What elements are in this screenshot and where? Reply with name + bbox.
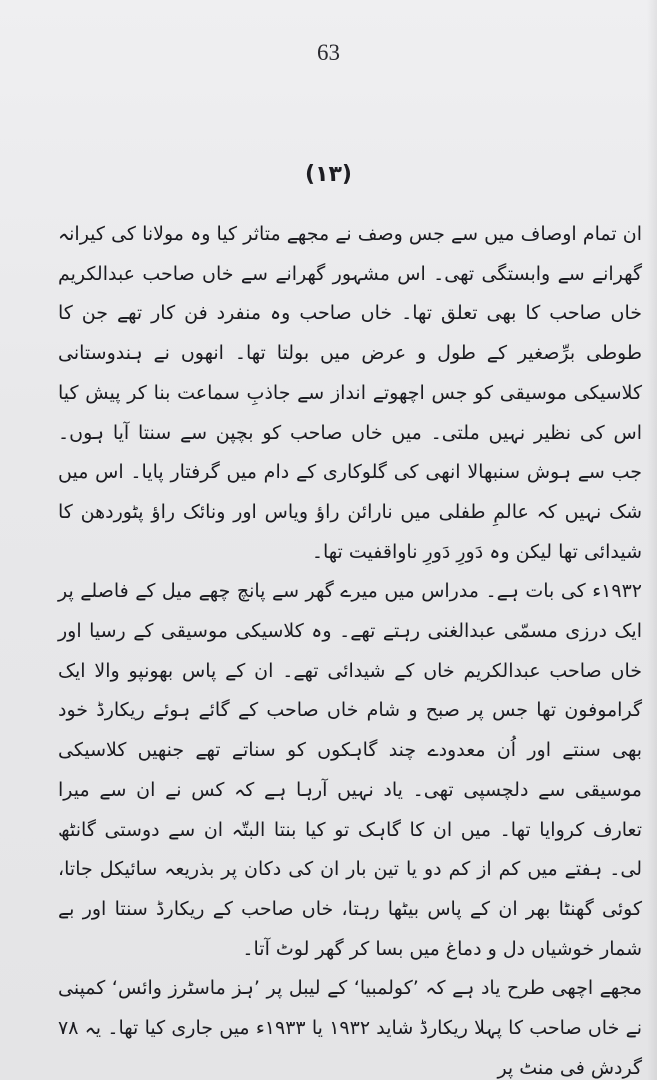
body-text <box>58 215 642 1080</box>
paragraph: مجھے اچھی طرح یاد ہے کہ ’کولمبیا‘ کے لیبل پر ’ہز ماسٹرز وائس‘ کمپنی نے خاں صاحب کا پہلا ریکارڈ شاید ۱۹۳۲ یا ۱۹۳۳ء میں جاری کیا تھا۔ یہ ۷۸ گردش فی منٹ پر <box>58 977 643 1079</box>
page-number: 63 <box>317 40 340 65</box>
paragraph: ۱۹۳۲ء کی بات ہے۔ مدراس میں میرے گھر سے پانچ چھے میل کے فاصلے پر ایک درزی مسمّی عبدالغنی رہتے تھے۔ وہ کلاسیکی موسیقی کے رسیا اور خاں صاحب عبدالکریم خاں کے شیدائی تھے۔ ان کے پاس بھونپو والا ایک گراموفون تھا جس پر صبح و شام خاں صاحب کے گائے ہوئے ریکارڈ خود بھی سنتے اور اُن معدودے چند گاہکوں کو سناتے تھے جنھیں کلاسیکی موسیقی سے دلچسپی تھی۔ یاد نہیں آرہا ہے کہ کس نے ان سے میرا تعارف کروایا تھا۔ میں ان کا گاہک تو کیا بنتا البتّہ ان سے دوستی گانٹھ لی۔ ہفتے میں کم از کم دو یا تین بار ان کی دکان پر بذریعہ سائیکل جاتا، کوئی گھنٹا بھر ان کے پاس بیٹھا رہتا، خاں صاحب کے ریکارڈ سنتا اور بے شمار خوشیاں دل و دماغ میں بسا کر گھر لوٹ آتا۔ <box>58 580 642 960</box>
paragraph: ان تمام اوصاف میں سے جس وصف نے مجھے متاثر کیا وہ مولانا کی کیرانہ گھرانے سے وابستگی تھی۔ اس مشہور گھرانے سے خاں صاحب عبدالکریم خاں صاحب کا بھی تعلق تھا۔ خاں صاحب وہ منفرد فن کار تھے جن کا طوطی برِّصغیر کے طول و عرض میں بولتا تھا۔ انھوں نے ہندوستانی کلاسیکی موسیقی کو جس اچھوتے انداز سے جاذبِ سماعت بنا کر پیش کیا اس کی نظیر نہیں ملتی۔ میں خاں صاحب کو بچپن سے سنتا آیا ہوں۔ جب سے ہوش سنبھالا انھی کی گلوکاری کے دام میں گرفتار پایا۔ اس میں شک نہیں کہ عالمِ طفلی میں نارائن راؤ ویاس اور ونائک راؤ پٹوردھن کا شیدائی تھا لیکن وہ دَورِ دَورِ ناواقفیت تھا۔ <box>58 223 642 563</box>
section-heading: (۱۳) <box>305 162 352 187</box>
